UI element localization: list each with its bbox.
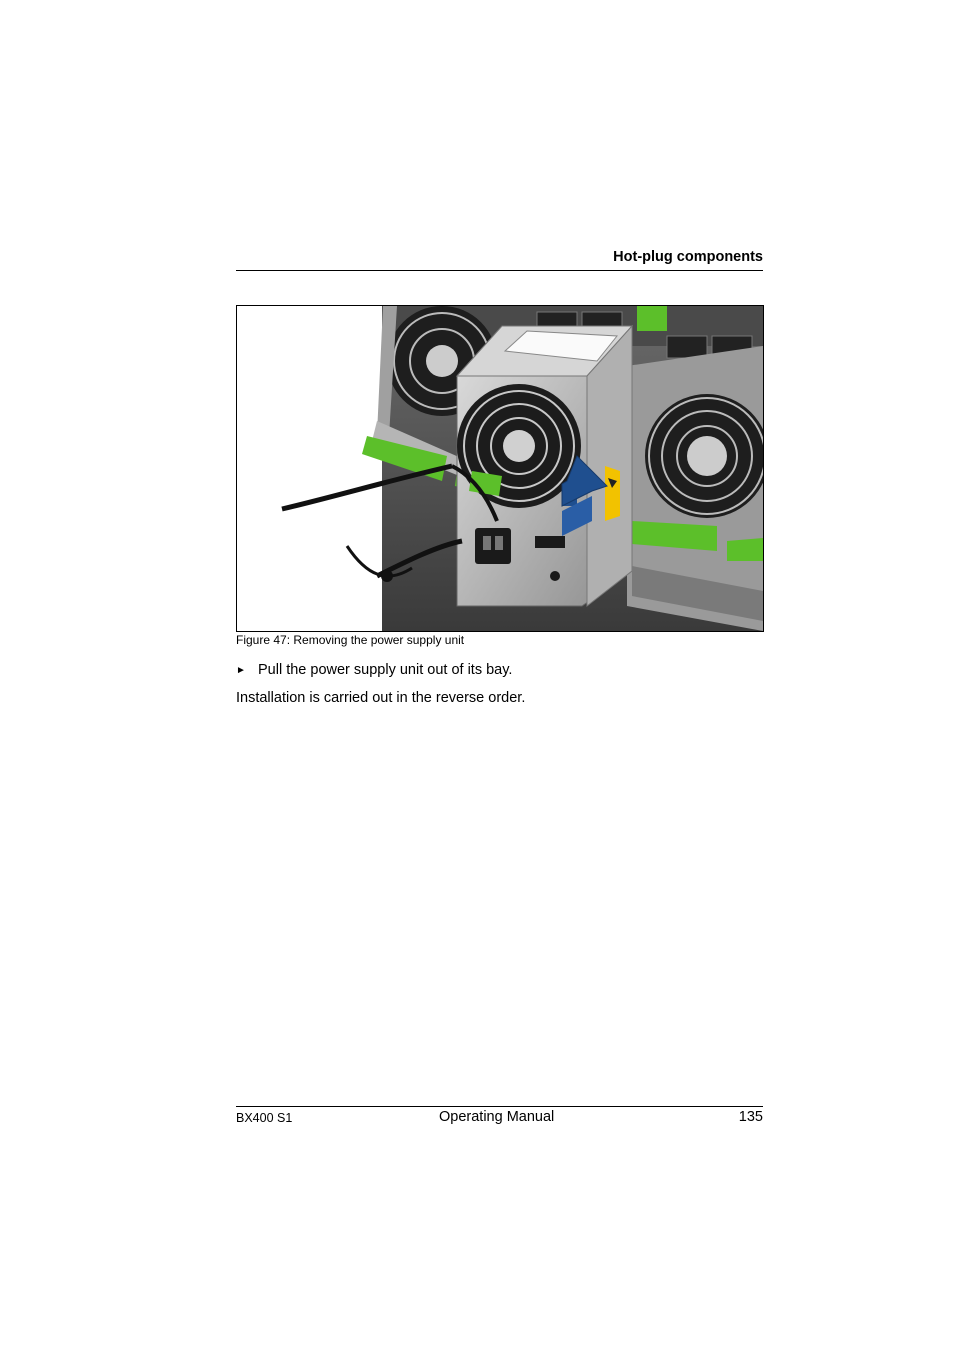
- figure-image: [236, 305, 764, 632]
- body-paragraph: Installation is carried out in the reverse order.: [236, 690, 526, 706]
- footer-rule: [236, 1106, 763, 1107]
- page-number: 135: [738, 1109, 763, 1125]
- bullet-step: [236, 662, 512, 678]
- figure-caption: Figure 47: Removing the power supply unit: [236, 633, 465, 647]
- warning-label-icon: [605, 466, 620, 521]
- power-supply-illustration: [237, 306, 763, 631]
- power-socket-icon: [475, 528, 511, 564]
- header-rule: [236, 270, 763, 271]
- footer-product: BX400 S1: [236, 1111, 293, 1125]
- footer-manual-title: Operating Manual: [439, 1109, 555, 1125]
- bullet-marker: ►: [236, 665, 246, 676]
- bullet-step-text: Pull the power supply unit out of its bay.: [258, 662, 513, 678]
- section-title: Hot-plug components: [613, 249, 763, 265]
